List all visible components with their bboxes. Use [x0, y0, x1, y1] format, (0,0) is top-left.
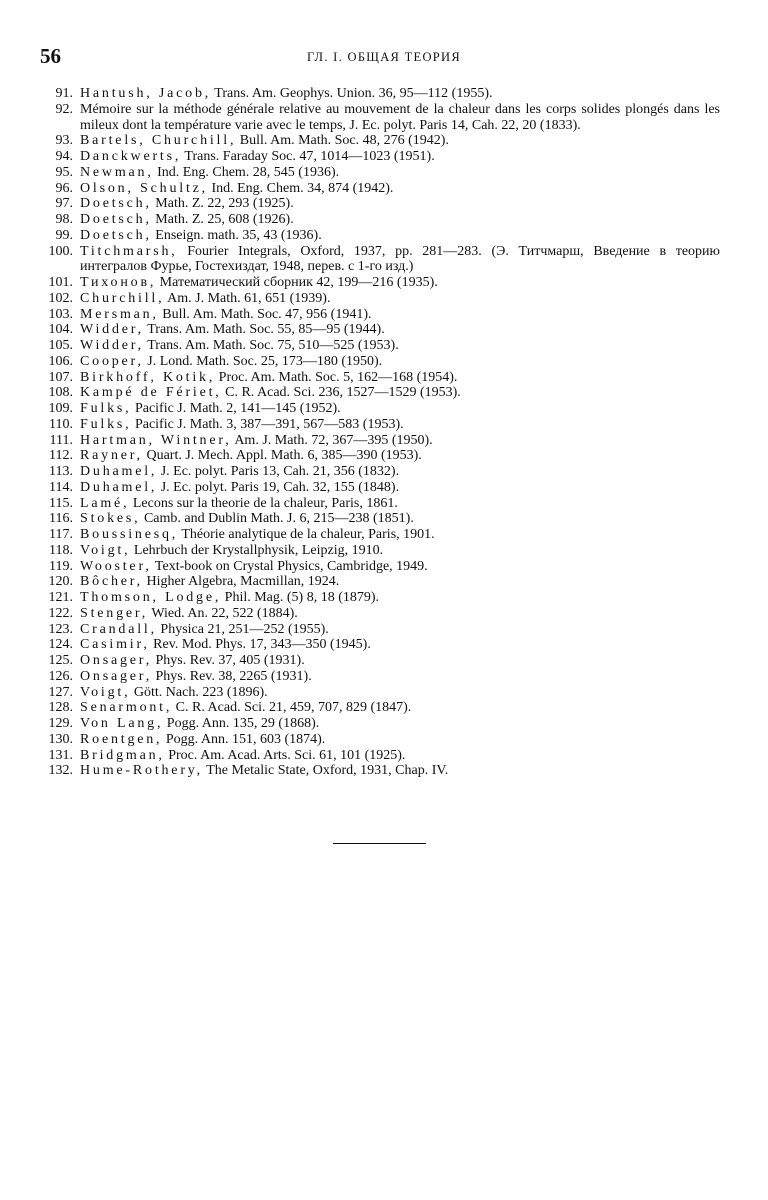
- reference-number: 130.: [48, 731, 73, 747]
- reference-number: 120.: [48, 574, 73, 590]
- reference-item: [40, 480, 720, 496]
- reference-item: [40, 385, 720, 401]
- reference-text: [80, 307, 720, 323]
- reference-item: [40, 606, 720, 622]
- reference-number: 92.: [55, 101, 73, 117]
- reference-item: [40, 669, 720, 685]
- reference-text: [80, 527, 720, 543]
- reference-text: [80, 385, 720, 401]
- reference-source: Pacific J. Math. 3, 387—391, 567—583 (1953).: [134, 416, 404, 432]
- reference-item: [40, 291, 720, 307]
- reference-source: Gött. Nach. 223 (1896).: [133, 684, 268, 700]
- reference-number: 118.: [49, 542, 73, 558]
- reference-text: [80, 165, 720, 181]
- reference-author: Stokes,: [80, 511, 141, 527]
- reference-item: [40, 448, 720, 464]
- reference-text: [80, 212, 720, 228]
- reference-author: Widder,: [80, 338, 144, 353]
- reference-source: Trans. Faraday Soc. 47, 1014—1023 (1951).: [184, 149, 435, 164]
- reference-text: [80, 559, 720, 575]
- reference-author: Mersman,: [80, 306, 159, 322]
- reference-text: [80, 480, 720, 496]
- reference-number: 129.: [48, 716, 73, 731]
- reference-number: 131.: [48, 747, 73, 763]
- reference-text: [80, 590, 720, 606]
- reference-source: Wied. An. 22, 522 (1884).: [151, 605, 298, 621]
- reference-number: 126.: [48, 668, 73, 684]
- reference-number: 115.: [49, 495, 73, 511]
- reference-source: Phys. Rev. 37, 405 (1931).: [155, 653, 305, 668]
- reference-number: 94.: [55, 149, 73, 164]
- reference-source: Pacific J. Math. 2, 141—145 (1952).: [134, 401, 341, 416]
- reference-item: [40, 401, 720, 417]
- reference-text: [80, 133, 720, 149]
- reference-author: Doetsch,: [80, 196, 152, 212]
- reference-author: Danckwerts,: [80, 149, 182, 164]
- reference-item: [40, 590, 720, 606]
- reference-author: Newman,: [80, 164, 154, 180]
- reference-item: [40, 370, 720, 386]
- reference-number: 122.: [48, 605, 73, 621]
- reference-text: [80, 149, 720, 165]
- reference-source: Physica 21, 251—252 (1955).: [160, 621, 329, 637]
- reference-text: [80, 511, 720, 527]
- reference-number: 127.: [48, 684, 73, 700]
- reference-source: The Metalic State, Oxford, 1931, Chap. IV.: [206, 763, 449, 779]
- reference-source: Ind. Eng. Chem. 28, 545 (1936).: [157, 164, 340, 180]
- reference-number: 91.: [55, 86, 73, 101]
- reference-source: Lecons sur la theorie de la chaleur, Paris, 1861.: [132, 495, 398, 511]
- reference-author: Wooster,: [80, 558, 152, 574]
- reference-text: [80, 748, 720, 764]
- reference-item: [40, 574, 720, 590]
- reference-text: [80, 354, 720, 370]
- reference-text: [80, 716, 720, 732]
- reference-author: Olson, Schultz,: [80, 180, 208, 196]
- reference-source: Quart. J. Mech. Appl. Math. 6, 385—390 (1953).: [146, 448, 422, 464]
- reference-item: [40, 228, 720, 244]
- reference-item: [40, 763, 720, 779]
- reference-number: 104.: [48, 322, 73, 338]
- reference-text: [80, 606, 720, 622]
- reference-author: Lamé,: [80, 495, 130, 511]
- reference-number: 132.: [48, 763, 73, 779]
- running-title: ГЛ. I. ОБЩАЯ ТЕОРИЯ: [306, 50, 462, 64]
- reference-item: [40, 732, 720, 748]
- reference-source: Théorie analytique de la chaleur, Paris, 1901.: [181, 527, 435, 542]
- reference-author: Fulks,: [80, 401, 132, 416]
- reference-author: Roentgen,: [80, 731, 163, 747]
- reference-source: Pogg. Ann. 151, 603 (1874).: [165, 731, 326, 747]
- reference-author: Kampé de Fériet,: [80, 385, 222, 401]
- reference-number: 114.: [49, 479, 73, 495]
- reference-number: 112.: [49, 448, 73, 464]
- reference-item: [40, 181, 720, 197]
- reference-source: Phys. Rev. 38, 2265 (1931).: [155, 668, 312, 684]
- reference-text: [80, 496, 720, 512]
- reference-source: Bull. Am. Math. Soc. 48, 276 (1942).: [239, 133, 449, 149]
- reference-source: Lehrbuch der Krystallphysik, Leipzig, 1910.: [133, 542, 384, 558]
- reference-author: Тихонов,: [80, 275, 157, 290]
- reference-source: Phil. Mag. (5) 8, 18 (1879).: [224, 590, 380, 605]
- reference-author: Hantush, Jacob,: [80, 86, 212, 101]
- reference-author: Thomson, Lodge,: [80, 590, 222, 605]
- reference-author: Bridgman,: [80, 747, 165, 763]
- reference-author: Voigt,: [80, 684, 131, 700]
- reference-author: Titchmarsh,: [80, 243, 178, 259]
- reference-text: [80, 417, 720, 433]
- reference-number: 101.: [48, 275, 73, 290]
- reference-text: [80, 653, 720, 669]
- reference-text: [80, 181, 720, 197]
- reference-item: [40, 496, 720, 512]
- reference-author: Voigt,: [80, 542, 131, 558]
- reference-source: Enseign. math. 35, 43 (1936).: [155, 227, 322, 243]
- reference-item: [40, 275, 720, 291]
- reference-source: Am. J. Math. 61, 651 (1939).: [167, 290, 331, 306]
- reference-number: 119.: [49, 558, 73, 574]
- reference-number: 121.: [48, 590, 73, 605]
- reference-number: 124.: [48, 637, 73, 653]
- reference-author: Onsager,: [80, 653, 152, 668]
- reference-source: Математический сборник 42, 199—216 (1935).: [159, 275, 438, 290]
- reference-source: Bull. Am. Math. Soc. 47, 956 (1941).: [162, 306, 372, 322]
- reference-number: 113.: [49, 464, 73, 479]
- reference-author: Widder,: [80, 322, 144, 338]
- reference-item: [40, 86, 720, 102]
- reference-author: Doetsch,: [80, 227, 152, 243]
- reference-text: [80, 763, 720, 779]
- reference-number: 100.: [48, 243, 73, 259]
- reference-item: [40, 196, 720, 212]
- reference-number: 106.: [48, 353, 73, 369]
- reference-text: [80, 464, 720, 480]
- reference-source: Camb. and Dublin Math. J. 6, 215—238 (1851).: [143, 511, 414, 527]
- reference-item: [40, 622, 720, 638]
- reference-number: 125.: [48, 653, 73, 668]
- reference-number: 102.: [48, 290, 73, 306]
- reference-text: [80, 102, 720, 134]
- reference-author: Churchill,: [80, 290, 165, 306]
- reference-item: [40, 433, 720, 449]
- reference-item: [40, 102, 720, 134]
- reference-number: 128.: [48, 700, 73, 716]
- reference-number: 110.: [49, 416, 73, 432]
- reference-item: [40, 149, 720, 165]
- reference-author: Fulks,: [80, 416, 132, 432]
- reference-number: 98.: [55, 212, 73, 227]
- reference-text: [80, 543, 720, 559]
- reference-source: Math. Z. 22, 293 (1925).: [155, 196, 294, 212]
- reference-item: [40, 700, 720, 716]
- reference-item: [40, 244, 720, 276]
- reference-text: [80, 370, 720, 386]
- reference-number: 97.: [55, 196, 73, 212]
- reference-source: Math. Z. 25, 608 (1926).: [155, 212, 294, 227]
- reference-item: [40, 464, 720, 480]
- reference-author: Cooper,: [80, 353, 144, 369]
- reference-text: [80, 228, 720, 244]
- reference-item: [40, 511, 720, 527]
- reference-list: [40, 86, 720, 779]
- reference-text: [80, 196, 720, 212]
- reference-item: [40, 685, 720, 701]
- reference-source: Trans. Am. Geophys. Union. 36, 95—112 (1955).: [214, 86, 493, 101]
- reference-text: [80, 685, 720, 701]
- reference-item: [40, 133, 720, 149]
- reference-number: 99.: [55, 227, 73, 243]
- reference-number: 111.: [49, 432, 73, 448]
- reference-source: C. R. Acad. Sci. 21, 459, 707, 829 (1847).: [175, 700, 412, 716]
- reference-number: 93.: [55, 133, 73, 149]
- reference-item: [40, 322, 720, 338]
- reference-source: Ind. Eng. Chem. 34, 874 (1942).: [211, 180, 394, 196]
- reference-number: 123.: [48, 621, 73, 637]
- reference-item: [40, 338, 720, 354]
- reference-item: [40, 417, 720, 433]
- reference-number: 95.: [55, 164, 73, 180]
- reference-source: Proc. Am. Math. Soc. 5, 162—168 (1954).: [218, 369, 458, 385]
- reference-item: [40, 716, 720, 732]
- reference-text: [80, 244, 720, 276]
- reference-number: 103.: [48, 306, 73, 322]
- reference-text: [80, 574, 720, 590]
- reference-source: Am. J. Math. 72, 367—395 (1950).: [234, 432, 433, 448]
- reference-number: 117.: [49, 527, 73, 542]
- reference-text: [80, 637, 720, 653]
- reference-number: 96.: [55, 180, 73, 196]
- reference-source: Trans. Am. Math. Soc. 55, 85—95 (1944).: [147, 322, 385, 338]
- reference-number: 109.: [48, 401, 73, 416]
- reference-author: Onsager,: [80, 668, 152, 684]
- reference-number: 105.: [48, 338, 73, 353]
- reference-text: [80, 338, 720, 354]
- reference-author: Stenger,: [80, 605, 149, 621]
- reference-source: Higher Algebra, Macmillan, 1924.: [146, 574, 340, 590]
- reference-text: [80, 622, 720, 638]
- reference-number: 116.: [49, 511, 73, 527]
- reference-source: Trans. Am. Math. Soc. 75, 510—525 (1953).: [147, 338, 399, 353]
- reference-item: [40, 559, 720, 575]
- reference-item: [40, 307, 720, 323]
- reference-author: Bôcher,: [80, 574, 143, 590]
- reference-text: [80, 86, 720, 102]
- reference-source: Mémoire sur la méthode générale relative au mouvement de la chaleur dans les corps solides plongés dans les mileux dont la température varie avec le temps, J. Ec. polyt. Paris 14, Cah. 22, 20 (1833).: [80, 101, 720, 133]
- reference-item: [40, 212, 720, 228]
- reference-text: [80, 700, 720, 716]
- reference-source: Pogg. Ann. 135, 29 (1868).: [166, 716, 320, 731]
- reference-text: [80, 322, 720, 338]
- page-number: 56: [40, 44, 61, 68]
- reference-author: Boussinesq,: [80, 527, 179, 542]
- reference-author: Birkhoff, Kotik,: [80, 369, 216, 385]
- reference-item: [40, 637, 720, 653]
- reference-author: Rayner,: [80, 448, 143, 464]
- reference-item: [40, 165, 720, 181]
- reference-author: Hume-Rothery,: [80, 763, 203, 779]
- reference-source: J. Ec. polyt. Paris 13, Cah. 21, 356 (1832).: [160, 464, 400, 479]
- reference-source: Rev. Mod. Phys. 17, 343—350 (1945).: [153, 637, 371, 653]
- reference-source: Fourier Integrals, Oxford, 1937, pp. 281—283. (Э. Титчмарш, Введение в теорию интегралов Фурье, Гостехиздат, 1948, перев. с 1-го изд.): [80, 243, 721, 275]
- reference-author: Doetsch,: [80, 212, 152, 227]
- end-divider: [333, 843, 426, 844]
- reference-item: [40, 748, 720, 764]
- reference-author: Casimir,: [80, 637, 150, 653]
- reference-source: J. Lond. Math. Soc. 25, 173—180 (1950).: [147, 353, 383, 369]
- reference-item: [40, 354, 720, 370]
- reference-text: [80, 401, 720, 417]
- reference-source: Text-book on Crystal Physics, Cambridge, 1949.: [154, 558, 428, 574]
- reference-text: [80, 433, 720, 449]
- reference-author: Duhamel,: [80, 464, 158, 479]
- reference-item: [40, 543, 720, 559]
- reference-number: 108.: [48, 385, 73, 401]
- reference-text: [80, 291, 720, 307]
- reference-author: Hartman, Wintner,: [80, 432, 232, 448]
- reference-text: [80, 732, 720, 748]
- reference-item: [40, 527, 720, 543]
- reference-source: Proc. Am. Acad. Arts. Sci. 61, 101 (1925).: [168, 747, 406, 763]
- reference-item: [40, 653, 720, 669]
- reference-source: C. R. Acad. Sci. 236, 1527—1529 (1953).: [225, 385, 461, 401]
- reference-text: [80, 448, 720, 464]
- reference-author: Senarmont,: [80, 700, 173, 716]
- reference-source: J. Ec. polyt. Paris 19, Cah. 32, 155 (1848).: [160, 479, 400, 495]
- reference-author: Bartels, Churchill,: [80, 133, 237, 149]
- reference-number: 107.: [48, 369, 73, 385]
- reference-text: [80, 669, 720, 685]
- reference-author: Crandall,: [80, 621, 157, 637]
- reference-author: Duhamel,: [80, 479, 158, 495]
- reference-text: [80, 275, 720, 291]
- reference-author: Von Lang,: [80, 716, 164, 731]
